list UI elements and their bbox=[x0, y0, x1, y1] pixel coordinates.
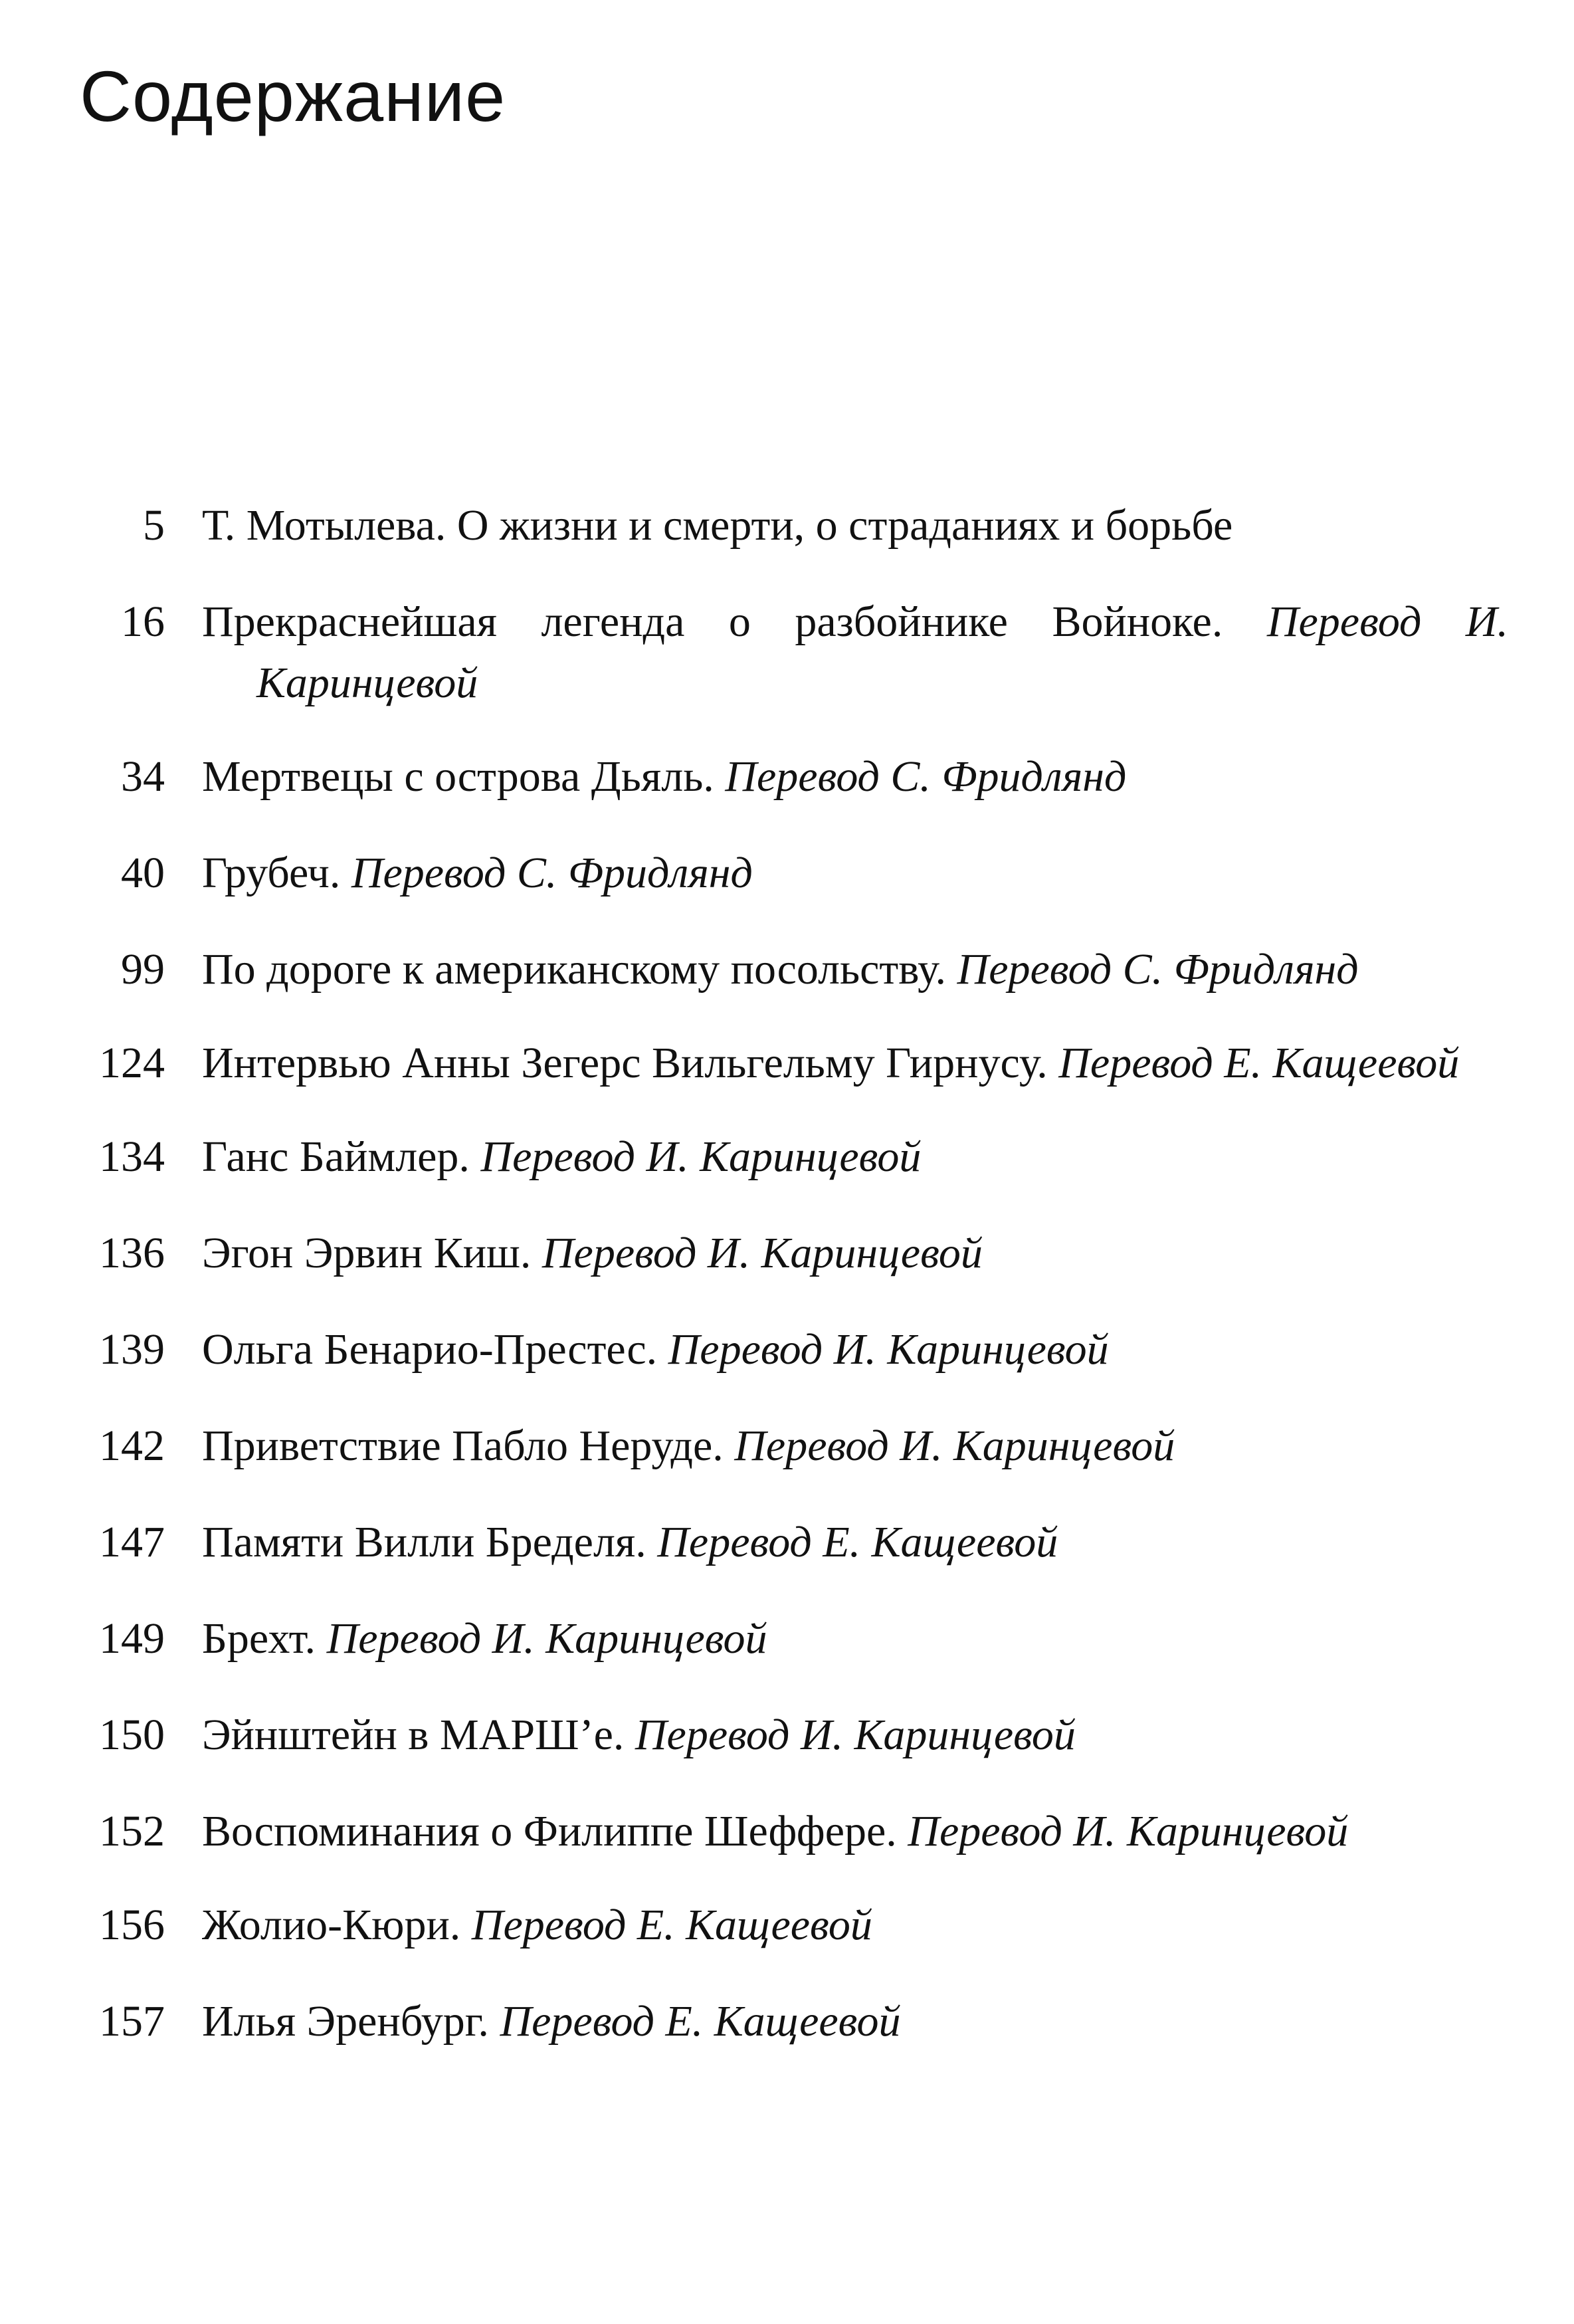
toc-entry-title: Приветствие Пабло Неруде. bbox=[202, 1422, 724, 1470]
toc-entry-title: Жолио-Кюри. bbox=[202, 1901, 461, 1949]
toc-entry-title: Воспоминания о Филиппе Шеффере. bbox=[202, 1807, 897, 1855]
toc-page-number: 99 bbox=[121, 945, 165, 994]
toc-page-number: 16 bbox=[121, 597, 165, 646]
toc-entry-title: Эгон Эрвин Киш. bbox=[202, 1229, 532, 1277]
toc-entry bbox=[66, 1319, 1508, 1380]
toc-page-number: 150 bbox=[99, 1711, 165, 1759]
toc-page-number: 157 bbox=[99, 1997, 165, 2046]
toc-page-number: 152 bbox=[99, 1807, 165, 1855]
toc-entry bbox=[66, 1895, 1508, 1956]
toc-entry-translator: Перевод И. Каринцевой bbox=[326, 1614, 767, 1663]
toc-entry bbox=[66, 591, 1508, 714]
toc-entry-text bbox=[202, 1416, 1508, 1477]
toc-page-number: 149 bbox=[99, 1614, 165, 1663]
toc-entry-text bbox=[202, 1126, 1508, 1188]
toc-entry-text bbox=[202, 1705, 1508, 1766]
toc-page-number: 5 bbox=[143, 501, 165, 550]
toc-page-number: 134 bbox=[99, 1132, 165, 1181]
toc-entry-translator: Перевод И. Каринцевой bbox=[256, 597, 1509, 707]
toc-page-number: 34 bbox=[121, 752, 165, 801]
toc-entry-title: Мертвецы с острова Дьяль. bbox=[202, 752, 714, 801]
toc-page-number: 147 bbox=[99, 1518, 165, 1566]
toc-entry-title: Интервью Анны Зегерс Вильгельму Гирнусу. bbox=[202, 1039, 1048, 1087]
toc-entry-text bbox=[202, 1895, 1508, 1956]
toc-entry-translator: Перевод И. Каринцевой bbox=[908, 1807, 1349, 1855]
toc-entry-translator: Перевод И. Каринцевой bbox=[668, 1325, 1109, 1374]
toc-entry-title: Илья Эренбург. bbox=[202, 1997, 489, 2046]
toc-entry-title: Брехт. bbox=[202, 1614, 316, 1663]
toc-entry bbox=[66, 1608, 1508, 1669]
toc-page-number: 139 bbox=[99, 1325, 165, 1374]
toc-page-number: 40 bbox=[121, 849, 165, 897]
toc-entry-text bbox=[202, 1223, 1508, 1284]
toc-entry bbox=[66, 1801, 1508, 1862]
toc-entry-text bbox=[202, 843, 1508, 904]
toc-entry-text bbox=[202, 1319, 1508, 1380]
toc-entry-text bbox=[202, 1991, 1508, 2052]
table-of-contents bbox=[66, 495, 1508, 2087]
toc-entry-title: Ольга Бенарио-Престес. bbox=[202, 1325, 658, 1374]
toc-entry-title: Памяти Вилли Бределя. bbox=[202, 1518, 646, 1566]
toc-entry-text bbox=[202, 1801, 1508, 1862]
toc-entry-translator: Перевод Е. Кащеевой bbox=[657, 1518, 1058, 1566]
toc-entry-text bbox=[202, 495, 1508, 556]
toc-entry-title: Прекраснейшая легенда о разбойнике Войноке. bbox=[202, 597, 1223, 646]
toc-entry bbox=[66, 1705, 1508, 1766]
toc-entry-translator: Перевод С. Фридлянд bbox=[351, 849, 753, 897]
toc-entry bbox=[66, 1033, 1508, 1094]
toc-entry-text bbox=[202, 591, 1508, 714]
toc-page-number: 124 bbox=[99, 1039, 165, 1087]
toc-entry-title: Грубеч. bbox=[202, 849, 341, 897]
toc-entry bbox=[66, 1126, 1508, 1188]
toc-entry-translator: Перевод С. Фридлянд bbox=[725, 752, 1127, 801]
toc-entry bbox=[66, 746, 1508, 807]
toc-entry-translator: Перевод Е. Кащеевой bbox=[500, 1997, 901, 2046]
toc-page-number: 156 bbox=[99, 1901, 165, 1949]
toc-entry-title: По дороге к американскому посольству. bbox=[202, 945, 947, 994]
toc-entry-title: Т. Мотылева. О жизни и смерти, о страданиях и борьбе bbox=[202, 501, 1233, 550]
toc-entry-title: Ганс Баймлер. bbox=[202, 1132, 470, 1181]
toc-entry-text bbox=[202, 746, 1508, 807]
toc-entry bbox=[66, 1223, 1508, 1284]
toc-entry bbox=[66, 939, 1508, 1000]
toc-entry bbox=[66, 495, 1508, 556]
toc-entry bbox=[66, 1991, 1508, 2052]
toc-entry bbox=[66, 843, 1508, 904]
toc-entry-title: Эйнштейн в МАРШ’е. bbox=[202, 1711, 625, 1759]
toc-entry-text bbox=[202, 939, 1508, 1000]
toc-entry-text bbox=[202, 1033, 1508, 1094]
toc-entry-translator: Перевод Е. Кащеевой bbox=[471, 1901, 872, 1949]
toc-entry-text bbox=[202, 1512, 1508, 1573]
page-title: Содержание bbox=[80, 56, 506, 136]
toc-entry bbox=[66, 1416, 1508, 1477]
toc-entry-translator: Перевод И. Каринцевой bbox=[734, 1422, 1175, 1470]
toc-entry-text bbox=[202, 1608, 1508, 1669]
toc-entry-translator: Перевод С. Фридлянд bbox=[957, 945, 1359, 994]
toc-page-number: 142 bbox=[99, 1422, 165, 1470]
toc-entry bbox=[66, 1512, 1508, 1573]
toc-entry-translator: Перевод И. Каринцевой bbox=[480, 1132, 922, 1181]
toc-entry-translator: Перевод И. Каринцевой bbox=[541, 1229, 983, 1277]
toc-entry-translator: Перевод Е. Кащеевой bbox=[1058, 1039, 1460, 1087]
toc-page-number: 136 bbox=[99, 1229, 165, 1277]
toc-entry-translator: Перевод И. Каринцевой bbox=[635, 1711, 1076, 1759]
